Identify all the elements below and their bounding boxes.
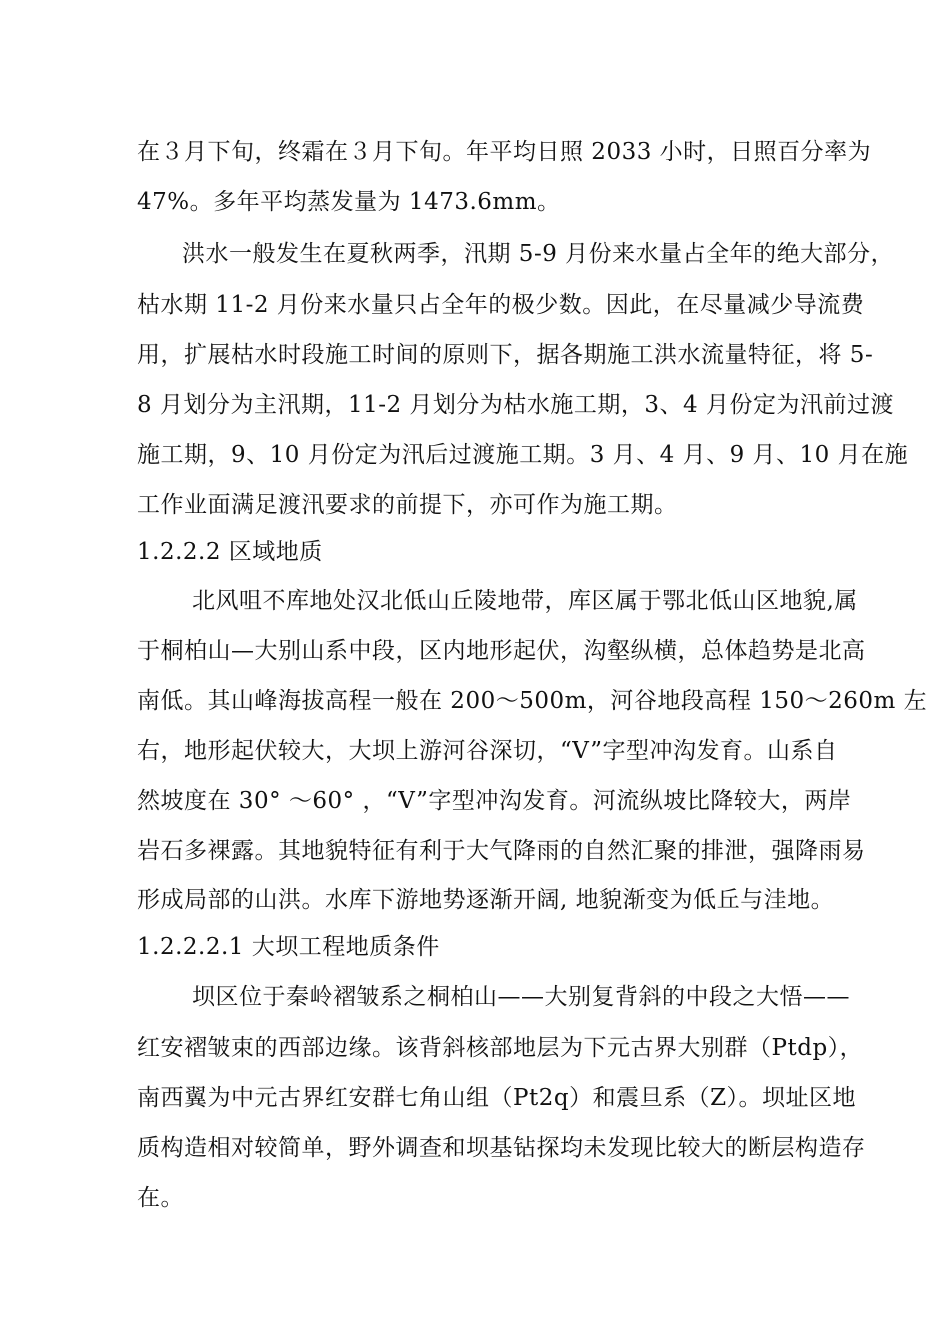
text-line: 在。: [137, 1185, 184, 1211]
text-line: 质构造相对较简单，野外调查和坝基钻探均未发现比较大的断层构造存: [137, 1135, 866, 1161]
text-line: 于桐柏山—大别山系中段，区内地形起伏，沟壑纵横，总体趋势是北高: [137, 638, 866, 664]
subsection-heading: 1.2.2.2.1 大坝工程地质条件: [137, 934, 440, 960]
text-line: 施工期，9、10 月份定为汛后过渡施工期。3 月、4 月、9 月、10 月在施: [137, 442, 909, 468]
text-line: 南低。其山峰海拔高程一般在 200～500m，河谷地段高程 150～260m 左: [137, 688, 928, 714]
text-line: 岩石多裸露。其地貌特征有利于大气降雨的自然汇聚的排泄，强降雨易: [137, 838, 866, 864]
text-line: 用，扩展枯水时段施工时间的原则下，据各期施工洪水流量特征，将 5-: [137, 342, 874, 368]
text-line: 右，地形起伏较大，大坝上游河谷深切，“V”字型冲沟发育。山系自: [137, 738, 838, 764]
text-line: 形成局部的山洪。水库下游地势逐渐开阔, 地貌渐变为低丘与洼地。: [137, 887, 835, 913]
text-line: 47%。多年平均蒸发量为 1473.6mm。: [137, 189, 561, 215]
text-line: 工作业面满足渡汛要求的前提下，亦可作为施工期。: [137, 492, 678, 518]
section-heading: 1.2.2.2 区域地质: [137, 539, 323, 565]
paragraph-first-line: 北风咀不库地处汉北低山丘陵地带，库区属于鄂北低山区地貌,属: [192, 588, 858, 614]
text-line: 然坡度在 30° ～60° ，“V”字型冲沟发育。河流纵坡比降较大，两岸: [137, 788, 852, 814]
text-line: 红安褶皱束的西部边缘。该背斜核部地层为下元古界大别群（Ptdp），: [137, 1035, 864, 1061]
paragraph-first-line: 坝区位于秦岭褶皱系之桐柏山——大别复背斜的中段之大悟——: [192, 984, 850, 1010]
text-line: 在３月下旬，终霜在３月下旬。年平均日照 2033 小时，日照百分率为: [137, 139, 872, 165]
text-line: 南西翼为中元古界红安群七角山组（Pt2q）和震旦系（Z）。坝址区地: [137, 1085, 857, 1111]
text-line: 8 月划分为主汛期，11-2 月划分为枯水施工期，3、4 月份定为汛前过渡: [137, 392, 895, 418]
text-line: 枯水期 11-2 月份来水量只占全年的极少数。因此，在尽量减少导流费: [137, 292, 865, 318]
paragraph-first-line: 洪水一般发生在夏秋两季，汛期 5-9 月份来水量占全年的绝大部分，: [182, 241, 895, 267]
